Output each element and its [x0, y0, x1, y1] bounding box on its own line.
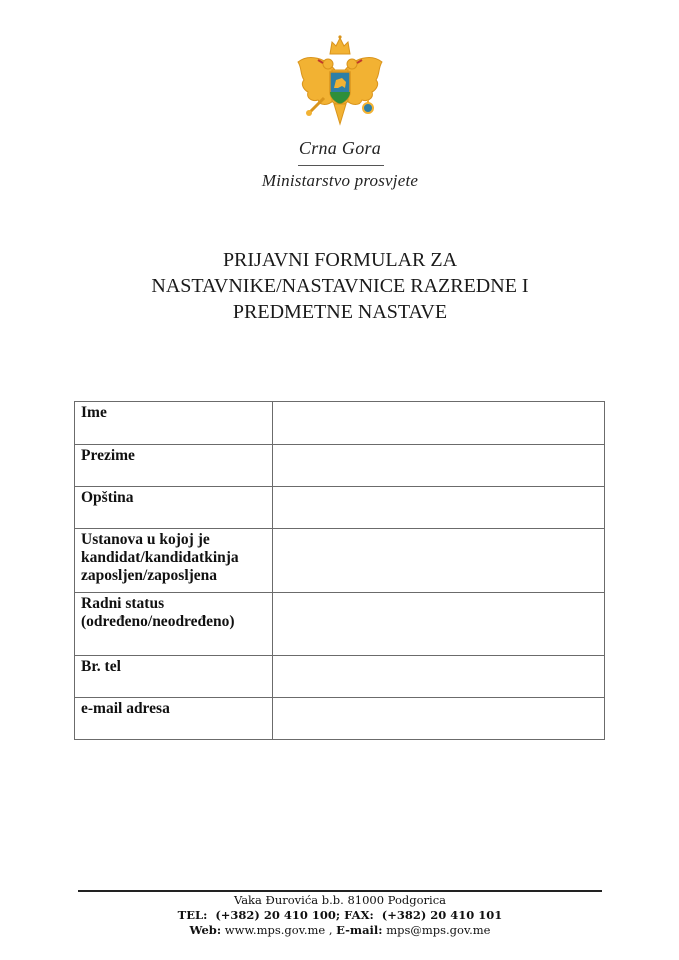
- field-label: Prezime: [75, 445, 273, 487]
- ministry-logo: [240, 34, 440, 196]
- form-row-br-tel: [75, 656, 605, 698]
- field-label: Br. tel: [75, 656, 273, 698]
- br-tel-input[interactable]: [279, 659, 598, 676]
- field-label: Opština: [75, 487, 273, 529]
- ministry-name: Ministarstvo prosvjete: [261, 171, 419, 190]
- title-line: PRIJAVNI FORMULAR ZA: [222, 249, 458, 271]
- field-label: Radni status (određeno/neodređeno): [75, 593, 273, 656]
- title-line: PREDMETNE NASTAVE: [232, 301, 448, 323]
- footer-address: Vaka Đurovića b.b. 81000 Podgorica: [233, 893, 447, 907]
- application-form-table: [74, 401, 605, 740]
- ustanova-field[interactable]: [273, 529, 605, 593]
- form-row-email: [75, 698, 605, 740]
- footer-divider: [78, 890, 602, 892]
- email-input[interactable]: [279, 701, 598, 718]
- form-row-opstina: [75, 487, 605, 529]
- web-link[interactable]: www.mps.gov.me ,: [224, 923, 333, 937]
- br-tel-field[interactable]: [273, 656, 605, 698]
- title-line: NASTAVNIKE/NASTAVNICE RAZREDNE I: [151, 275, 529, 297]
- form-row-radni-status: [75, 593, 605, 656]
- footer-contact-web: Web: www.mps.gov.me , E-mail: mps@mps.gov.me: [189, 923, 491, 937]
- footer: [60, 893, 620, 938]
- form-row-ime: [75, 402, 605, 445]
- form-row-ustanova: [75, 529, 605, 593]
- logo-divider: [298, 165, 384, 166]
- radni-status-input[interactable]: [279, 596, 598, 613]
- field-label: e-mail adresa: [75, 698, 273, 740]
- ustanova-input[interactable]: [279, 532, 598, 549]
- field-label: Ustanova u kojoj je kandidat/kandidatkinja zaposljen/zaposljena: [75, 529, 273, 593]
- ime-input[interactable]: [279, 405, 598, 422]
- radni-status-field[interactable]: [273, 593, 605, 656]
- opstina-input[interactable]: [279, 490, 598, 507]
- page-title: [60, 247, 620, 325]
- prezime-input[interactable]: [279, 448, 598, 465]
- email-link[interactable]: mps@mps.gov.me: [386, 923, 491, 937]
- ime-field[interactable]: [273, 402, 605, 445]
- opstina-field[interactable]: [273, 487, 605, 529]
- field-label: Ime: [75, 402, 273, 445]
- country-name: Crna Gora: [298, 138, 382, 158]
- prezime-field[interactable]: [273, 445, 605, 487]
- email-field[interactable]: [273, 698, 605, 740]
- form-row-prezime: [75, 445, 605, 487]
- montenegro-coat-of-arms-icon: [290, 34, 390, 130]
- footer-contact-phone: TEL: (+382) 20 410 100; FAX: (+382) 20 410 101: [177, 908, 503, 922]
